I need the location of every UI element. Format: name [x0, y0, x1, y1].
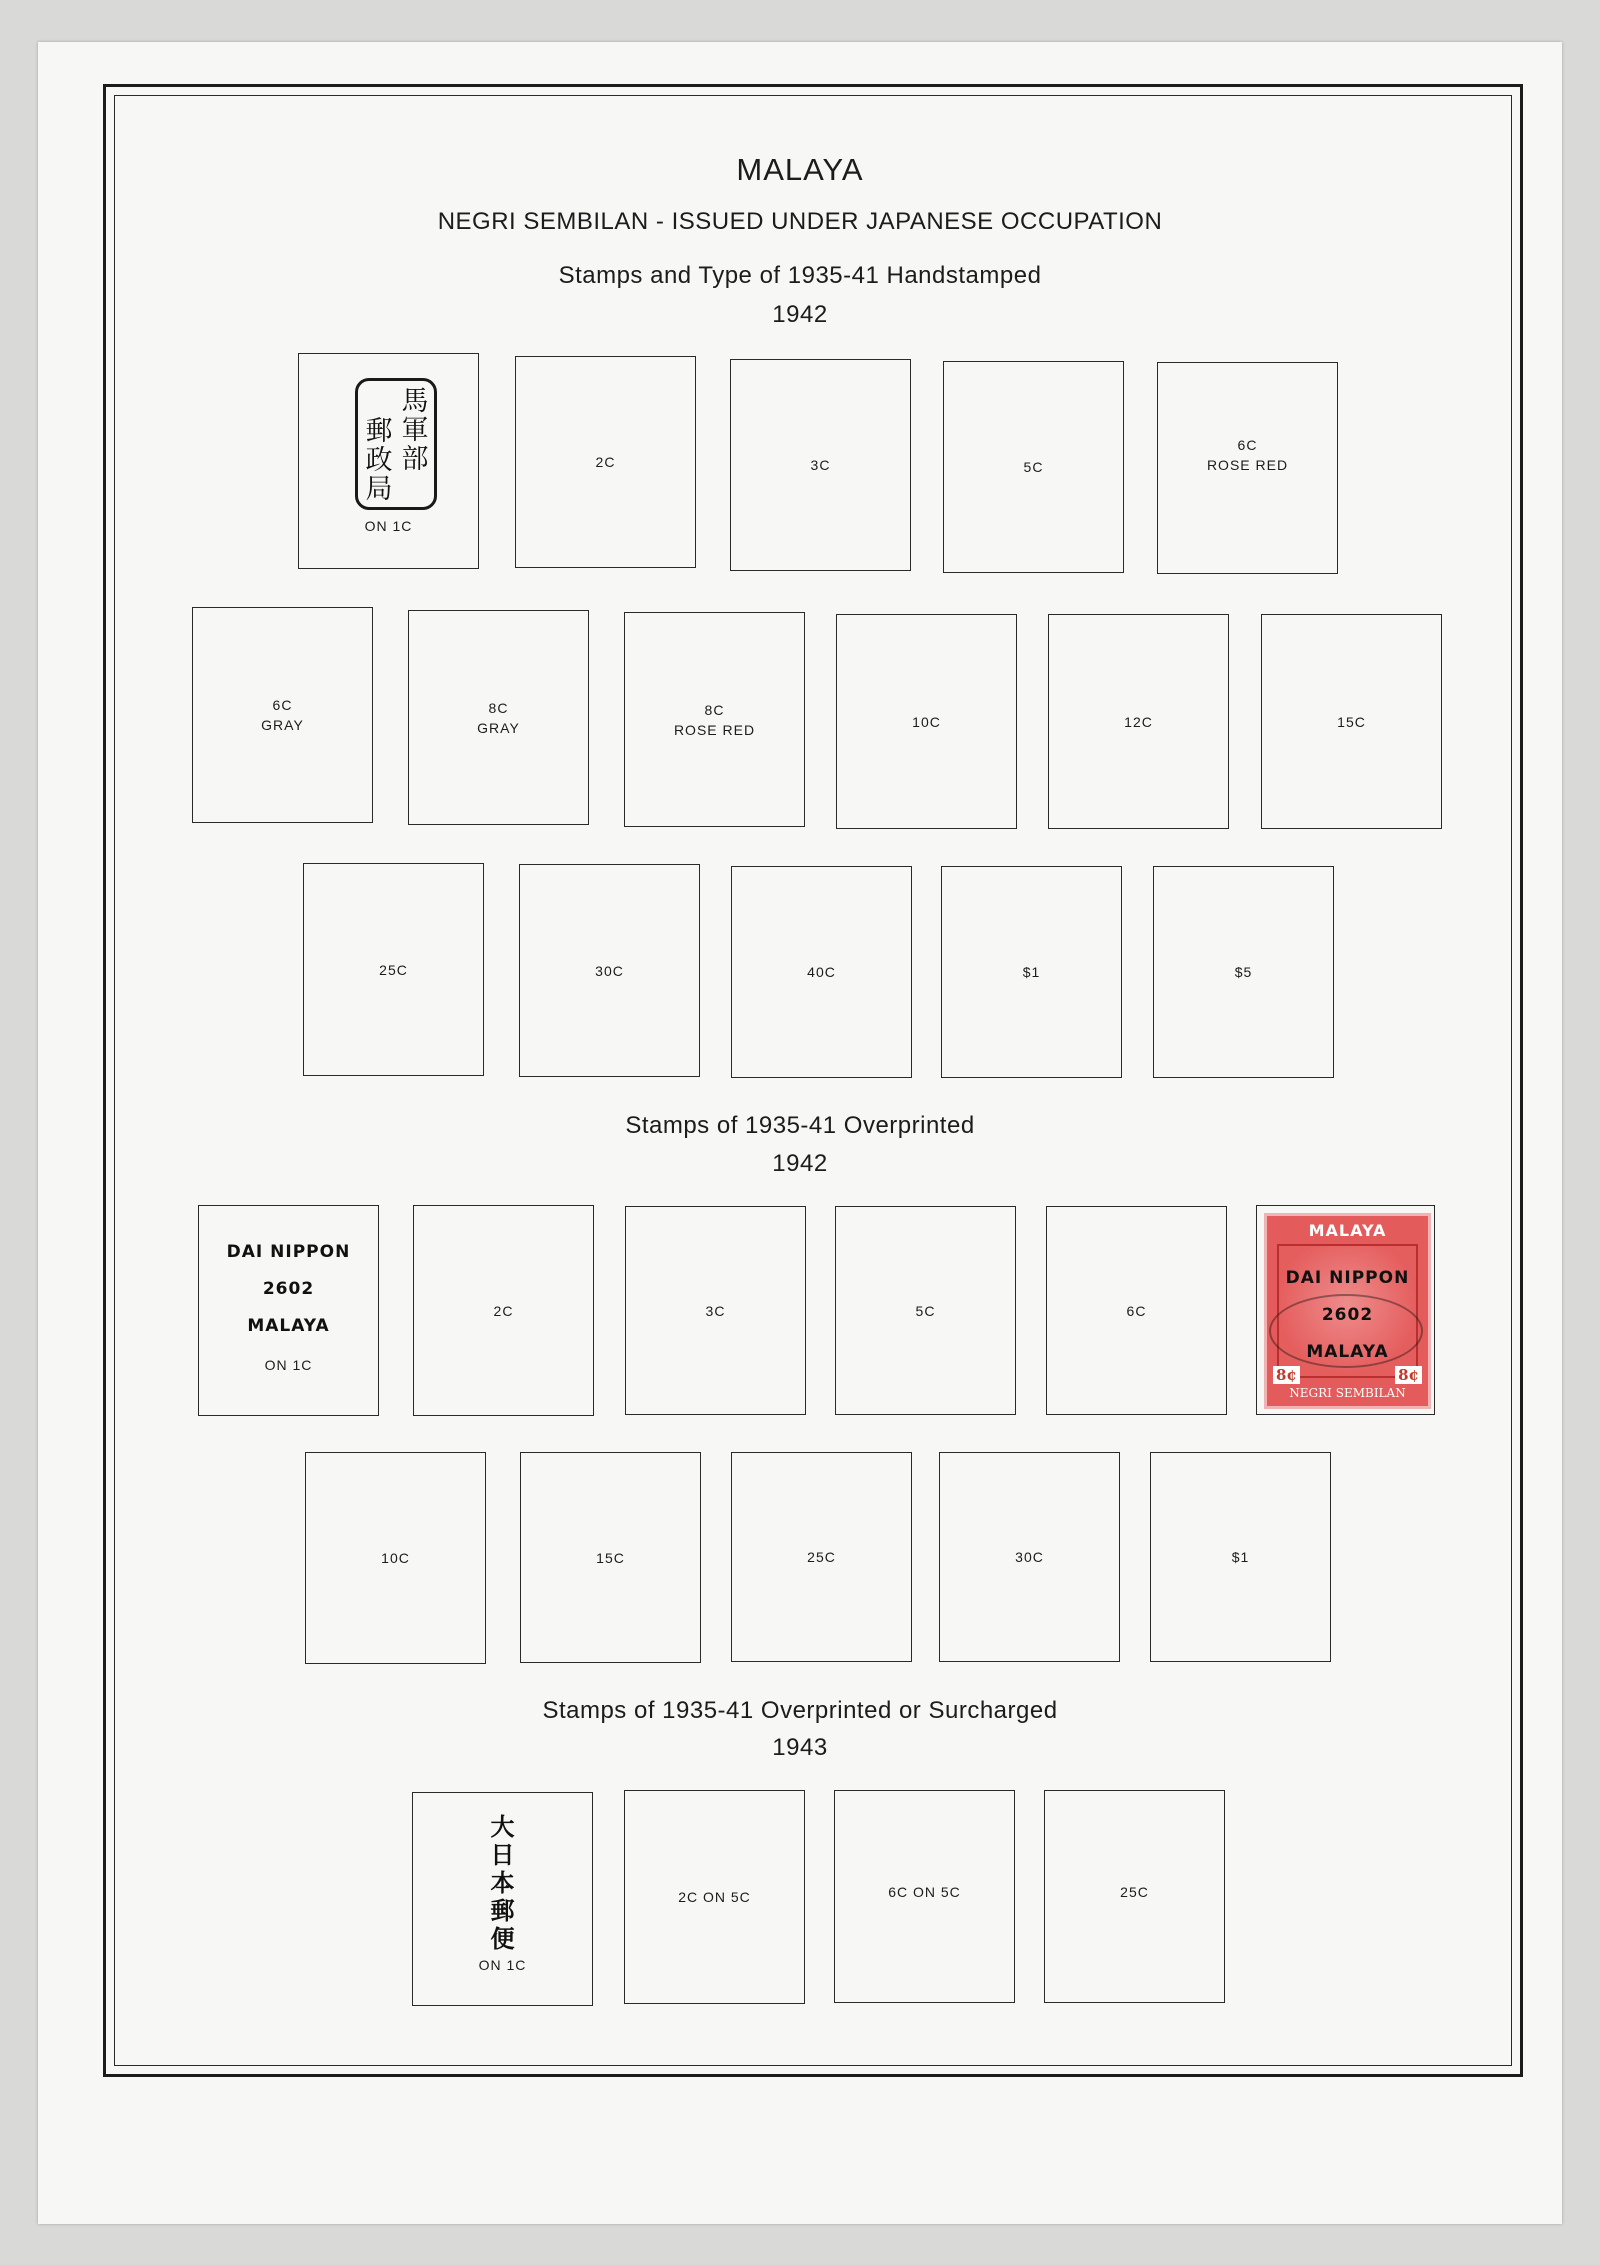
stamp-space-label: 40C	[807, 964, 836, 980]
stamp-space-label: $1	[1022, 964, 1041, 980]
stamp-space	[519, 864, 700, 1077]
stamp-space	[836, 614, 1017, 829]
overprint-line: DAI NIPPON	[226, 1242, 351, 1262]
kanji-char: 便	[490, 1925, 515, 1953]
stamp-space-label: 6C	[1126, 1302, 1147, 1319]
seal-chars-left: 郵 政 局	[365, 416, 393, 505]
stamp-space	[943, 361, 1124, 573]
stamp-space	[1153, 866, 1334, 1078]
mounted-stamp	[1267, 1216, 1428, 1406]
stamp-space	[408, 610, 589, 825]
stamp-space-label: 25C	[379, 961, 408, 978]
stamp-space-label: 8C GRAY	[477, 699, 520, 736]
stamp-value-right: 8¢	[1395, 1366, 1422, 1384]
stamp-space-label: 5C	[915, 1302, 936, 1319]
stamp-space	[413, 1205, 594, 1416]
overprint-line: DAI NIPPON	[1285, 1268, 1410, 1288]
stamp-space	[730, 359, 911, 571]
stamp-space-label: 10C	[381, 1550, 410, 1566]
stamp-space-label: 3C	[705, 1302, 726, 1319]
stamp-space-8c	[1256, 1205, 1435, 1415]
stamp-space	[731, 1452, 912, 1662]
stamp-space	[1048, 614, 1229, 829]
kanji-char: 郵	[490, 1897, 515, 1925]
stamp-space	[1150, 1452, 1331, 1662]
stamp-space-label: ON 1C	[264, 1357, 313, 1373]
stamp-space-label: ON 1C	[364, 518, 413, 534]
section-heading: Stamps of 1935-41 Overprinted	[625, 1112, 975, 1139]
overprint-line: 2602	[1321, 1305, 1374, 1325]
stamp-value-left: 8¢	[1273, 1366, 1300, 1384]
page-title: MALAYA	[736, 152, 864, 187]
stamp-space-label: 5C	[1023, 459, 1044, 475]
stamp-space	[731, 866, 912, 1078]
stamp-space-on-1c-handstamp	[298, 353, 479, 569]
stamp-space	[834, 1790, 1015, 2003]
stamp-space-label: 2C	[595, 454, 616, 470]
stamp-space	[192, 607, 373, 823]
stamp-space-label: $1	[1231, 1549, 1250, 1565]
stamp-space	[939, 1452, 1120, 1662]
kanji-overprint	[413, 1813, 592, 1953]
stamp-space-label: 30C	[1015, 1549, 1044, 1565]
stamp-space	[835, 1206, 1016, 1415]
stamp-space-label: 15C	[1337, 713, 1366, 730]
stamp-space-label: 12C	[1124, 713, 1153, 730]
stamp-space	[1261, 614, 1442, 829]
stamp-space-label: 6C ON 5C	[888, 1884, 961, 1901]
stamp-space	[624, 612, 805, 827]
overprint-line: 2602	[262, 1279, 315, 1299]
section-year: 1942	[772, 301, 828, 328]
stamp-space	[520, 1452, 701, 1663]
overprint-text	[199, 1234, 378, 1345]
kanji-char: 本	[490, 1869, 515, 1897]
stamp-space-label: 2C	[493, 1302, 514, 1319]
stamp-space	[625, 1206, 806, 1415]
stamp-space	[1044, 1790, 1225, 2003]
section-heading: Stamps of 1935-41 Overprinted or Surcharged	[542, 1697, 1058, 1724]
stamp-space-label: 6C GRAY	[261, 697, 304, 733]
seal-chars-right: 馬 軍 部	[401, 386, 429, 475]
page-subtitle: NEGRI SEMBILAN - ISSUED UNDER JAPANESE OCCUPATION	[437, 208, 1163, 235]
stamp-space	[624, 1790, 805, 2004]
stamp-country-text: MALAYA	[1308, 1221, 1387, 1240]
stamp-space	[941, 866, 1122, 1078]
stamp-space-label: 15C	[596, 1549, 625, 1566]
handstamp-seal-icon	[355, 378, 437, 510]
stamp-space-label: 6C ROSE RED	[1206, 437, 1289, 474]
stamp-space-label: 30C	[595, 962, 624, 979]
stamp-space	[1157, 362, 1338, 574]
stamp-space-label: ON 1C	[478, 1957, 527, 1973]
stamp-space-on-1c-overprint	[198, 1205, 379, 1416]
stamp-space	[1046, 1206, 1227, 1415]
stamp-space-label: $5	[1234, 964, 1253, 980]
stamp-space-label: 25C	[807, 1549, 836, 1565]
overprint-line: MALAYA	[247, 1316, 330, 1336]
kanji-char: 日	[490, 1841, 515, 1869]
stamp-space-label: 3C	[810, 457, 831, 473]
stamp-space	[305, 1452, 486, 1664]
stamp-space-on-1c-surcharge	[412, 1792, 593, 2006]
section-year: 1943	[772, 1734, 828, 1761]
stamp-space-label: 2C ON 5C	[678, 1889, 751, 1905]
stamp-state-text: NEGRI SEMBILAN	[1289, 1386, 1406, 1400]
kanji-char: 大	[490, 1813, 515, 1841]
stamp-space	[515, 356, 696, 568]
stamp-space-label: 10C	[912, 713, 941, 730]
stamp-space-label: 25C	[1120, 1884, 1149, 1901]
stamp-space	[303, 863, 484, 1076]
section-heading: Stamps and Type of 1935-41 Handstamped	[558, 262, 1042, 289]
stamp-overprint	[1267, 1260, 1428, 1371]
stamp-space-label: 8C ROSE RED	[673, 701, 756, 738]
overprint-line: MALAYA	[1306, 1342, 1389, 1362]
section-year: 1942	[772, 1150, 828, 1177]
